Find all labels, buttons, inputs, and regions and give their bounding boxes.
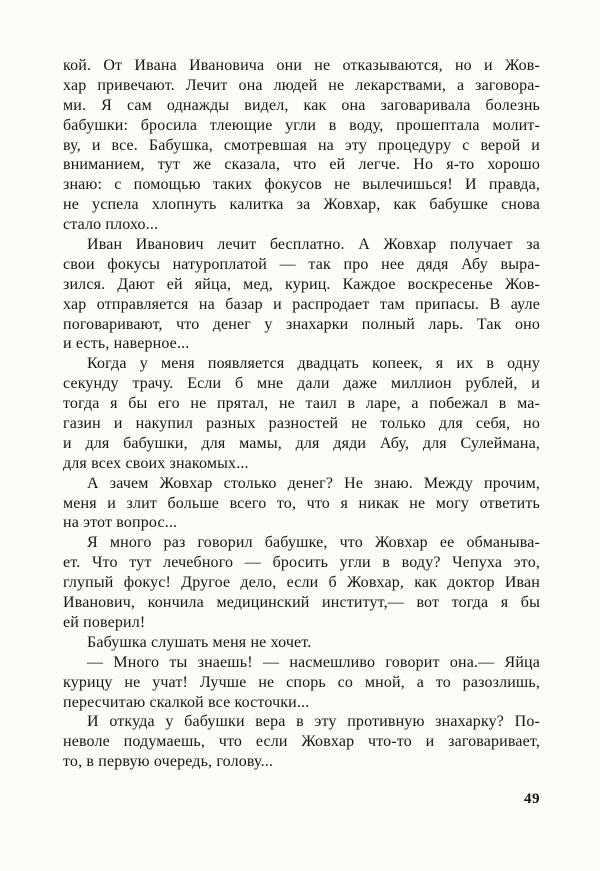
text-line: ми. Я сам однажды видел, как она заговаривала болезнь: [63, 96, 540, 114]
text-line: ву, и все. Бабушка, смотревшая на эту процедуру с верой и: [63, 136, 540, 154]
text-line: на этот вопрос...: [63, 514, 178, 532]
text-line: неволе подумаешь, что если Жовхар что-то и заговаривает,: [63, 733, 540, 751]
text-line: хар отправляется на базар и распродает там припасы. В ауле: [63, 295, 540, 313]
text-line: Я много раз говорил бабушке, что Жовхар ее обманыва-: [87, 534, 540, 552]
text-line: Бабушка слушать меня не хочет.: [87, 633, 312, 651]
text-line: поговаривают, что денег у знахарки полный ларь. Так оно: [63, 315, 540, 333]
text-line: зился. Дают ей яйца, мед, куриц. Каждое воскресенье Жов-: [63, 275, 540, 293]
text-line: тогда я бы его не прятал, не таил в ларе, а побежал в ма-: [63, 395, 540, 413]
text-line: стало плохо...: [63, 216, 159, 234]
text-line: и есть, наверное...: [63, 335, 190, 353]
text-line: — Много ты знаешь! — насмешливо говорит она.— Яйца: [87, 653, 540, 671]
text-line: курицу не учат! Лучше не спорь со мной, а то разозлишь,: [63, 673, 540, 691]
text-line: Иван Иванович лечит бесплатно. А Жовхар получает за: [87, 236, 540, 254]
text-line: ей поверил!: [63, 613, 146, 631]
text-line: Когда у меня появляется двадцать копеек, я их в одну: [87, 355, 540, 373]
text-line: для всех своих знакомых...: [63, 454, 249, 472]
text-line: И откуда у бабушки вера в эту противную знахарку? По-: [87, 713, 540, 731]
text-line: то, в первую очередь, голову...: [63, 753, 274, 771]
text-line: свои фокусы натуроплатой — так про нее дядя Абу выра-: [63, 255, 540, 273]
text-line: хар привечают. Лечит она людей не лекарствами, а заговора-: [63, 76, 540, 94]
text-line: и для бабушки, для мамы, для дяди Абу, для Сулеймана,: [63, 434, 540, 452]
text-line: вниманием, тут же сказала, что ей легче. Но я-то хорошо: [63, 156, 540, 174]
text-line: знаю: с помощью таких фокусов не вылечишься! И правда,: [63, 176, 540, 194]
text-line: ет. Что тут лечебного — бросить угли в воду? Чепуха это,: [63, 554, 540, 572]
page-number: 49: [524, 791, 540, 807]
text-line: глупый фокус! Другое дело, если б Жовхар, как доктор Иван: [63, 574, 540, 592]
text-line: газин и накупил разных разностей не только для себя, но: [63, 415, 540, 433]
text-line: меня и злит больше всего то, что я никак не могу ответить: [63, 494, 540, 512]
text-line: не успела хлопнуть калитка за Жовхар, как бабушке снова: [63, 196, 540, 214]
page-text-block: [63, 56, 540, 772]
text-line: кой. От Ивана Ивановича они не отказываются, но и Жов-: [63, 57, 540, 74]
text-line: Иванович, кончила медицинский институт,— вот тогда я бы: [63, 594, 540, 612]
text-line: пересчитаю скалкой все косточки...: [63, 693, 310, 711]
text-line: А зачем Жовхар столько денег? Не знаю. Между прочим,: [87, 474, 540, 492]
text-line: секунду трачу. Если б мне дали даже миллион рублей, и: [63, 375, 540, 393]
text-line: бабушки: бросила тлеющие угли в воду, прошептала молит-: [63, 116, 540, 134]
